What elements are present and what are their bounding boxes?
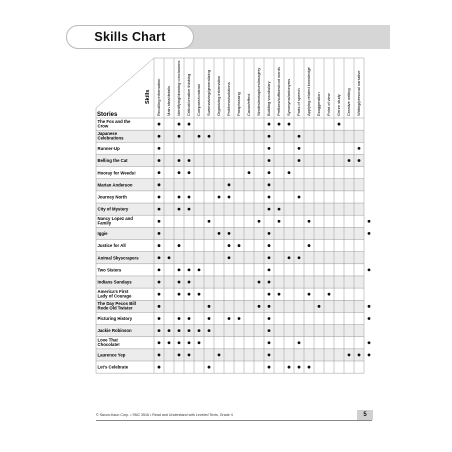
skill-dot: [298, 341, 301, 344]
skill-dot: [288, 256, 291, 259]
story-name: The Day Pecos Bill: [97, 301, 136, 307]
skill-dot: [368, 305, 371, 308]
skill-dot: [158, 232, 161, 235]
skill-dot: [268, 232, 271, 235]
skill-header-label: Problems/solutions: [226, 82, 232, 116]
skill-dot: [208, 305, 211, 308]
story-name: Belling the Cat: [97, 158, 128, 164]
skill-dot: [228, 232, 231, 235]
skill-dot: [188, 123, 191, 126]
skill-dot: [268, 159, 271, 162]
skill-dot: [238, 244, 241, 247]
skill-dot: [198, 135, 201, 138]
skill-dot: [158, 171, 161, 174]
story-name: Marian Anderson: [97, 182, 133, 188]
skill-dot: [208, 317, 211, 320]
skill-dot: [158, 159, 161, 162]
skill-dot: [188, 293, 191, 296]
skill-dot: [268, 329, 271, 332]
skill-header-label: Prefixes/suffixes/root words: [276, 67, 282, 116]
skill-dot: [298, 147, 301, 150]
skill-dot: [268, 244, 271, 247]
skill-dot: [358, 147, 361, 150]
skill-dot: [268, 135, 271, 138]
skill-dot: [368, 268, 371, 271]
skill-dot: [358, 354, 361, 357]
skill-dot: [268, 171, 271, 174]
skill-header-label: Summarizing/generalizing: [206, 69, 212, 116]
skill-dot: [268, 256, 271, 259]
skill-header-label: Compare/contrast: [196, 84, 202, 116]
skill-dot: [358, 159, 361, 162]
story-name: Hooray for Weeds!: [97, 170, 136, 176]
page-title: Skills Chart: [94, 30, 166, 44]
skill-dot: [368, 232, 371, 235]
story-name: Laurence Yep: [97, 352, 126, 358]
skill-dot: [318, 305, 321, 308]
story-name: The Fox and the: [97, 118, 131, 124]
story-name: Lady of Courage: [97, 293, 132, 299]
skills-header: Skills: [145, 89, 151, 104]
skill-dot: [188, 329, 191, 332]
skill-dot: [168, 341, 171, 344]
skill-dot: [158, 135, 161, 138]
skill-dot: [188, 196, 191, 199]
skill-header-label: Similes/metaphors/imagery: [256, 67, 262, 116]
skill-dot: [368, 220, 371, 223]
skill-dot: [338, 123, 341, 126]
skill-dot: [308, 220, 311, 223]
skill-dot: [268, 305, 271, 308]
skill-dot: [178, 208, 181, 211]
skill-header-label: Paraphrasing: [236, 92, 242, 116]
story-name: Japanese: [97, 130, 118, 136]
skill-dot: [178, 329, 181, 332]
skill-dot: [198, 293, 201, 296]
skill-dot: [158, 220, 161, 223]
skill-dot: [308, 366, 311, 369]
skill-header-label: Point of view: [326, 93, 332, 116]
skill-dot: [298, 256, 301, 259]
story-name: Iggie: [97, 231, 108, 237]
skill-dot: [268, 293, 271, 296]
skill-dot: [288, 366, 291, 369]
skill-dot: [168, 256, 171, 259]
skill-dot: [178, 171, 181, 174]
skill-dot: [248, 171, 251, 174]
skill-dot: [258, 305, 261, 308]
skill-dot: [168, 329, 171, 332]
skill-dot: [198, 341, 201, 344]
story-name: Rode Old Twister: [97, 305, 133, 311]
skill-header-label: Cause/effect: [246, 93, 252, 116]
skill-dot: [328, 293, 331, 296]
skill-dot: [178, 244, 181, 247]
skill-dot: [308, 244, 311, 247]
skill-dot: [258, 220, 261, 223]
skill-dot: [188, 171, 191, 174]
skill-dot: [188, 208, 191, 211]
skill-header-label: Synonyms/antonyms: [286, 78, 292, 116]
skill-dot: [158, 147, 161, 150]
skill-dot: [158, 256, 161, 259]
skill-dot: [188, 281, 191, 284]
skill-dot: [178, 268, 181, 271]
skill-dot: [158, 305, 161, 308]
skill-dot: [198, 329, 201, 332]
skill-dot: [268, 281, 271, 284]
skill-dot: [218, 196, 221, 199]
skill-dot: [298, 196, 301, 199]
skill-dot: [278, 293, 281, 296]
skill-dot: [268, 268, 271, 271]
skill-dot: [158, 123, 161, 126]
skill-dot: [268, 341, 271, 344]
skill-header-label: Critical/creative thinking: [186, 73, 192, 116]
skill-dot: [228, 256, 231, 259]
skill-dot: [268, 366, 271, 369]
story-name: America's First: [97, 288, 129, 294]
skill-dot: [178, 159, 181, 162]
skill-dot: [268, 123, 271, 126]
story-name: Journey North: [97, 194, 127, 200]
story-name: Chocolate!: [97, 342, 120, 348]
skill-dot: [298, 135, 301, 138]
skill-header-label: Organizing information: [216, 75, 222, 116]
skill-dot: [218, 232, 221, 235]
story-name: Picturing History: [97, 316, 133, 322]
skill-dot: [228, 196, 231, 199]
skill-dot: [298, 159, 301, 162]
skill-header-label: Writing/personal narrative: [356, 70, 362, 116]
story-name: Runner-Up: [97, 145, 120, 151]
skill-dot: [158, 196, 161, 199]
skill-dot: [268, 183, 271, 186]
skill-dot: [198, 268, 201, 271]
skill-header-label: Recalling information: [156, 78, 162, 116]
skill-dot: [178, 135, 181, 138]
skill-dot: [208, 220, 211, 223]
story-name: Celebrations: [97, 135, 124, 141]
skill-dot: [158, 354, 161, 357]
skill-dot: [288, 123, 291, 126]
skill-dot: [178, 196, 181, 199]
skill-dot: [288, 171, 291, 174]
skill-dot: [208, 329, 211, 332]
story-name: Justice for All: [97, 243, 126, 249]
skill-dot: [158, 208, 161, 211]
story-name: Let's Celebrate: [97, 364, 129, 370]
skill-dot: [158, 281, 161, 284]
story-name: Nancy Lopez and: [97, 216, 133, 221]
skill-dot: [158, 341, 161, 344]
skill-dot: [208, 135, 211, 138]
story-name: Love That: [97, 337, 118, 343]
story-name: Jackie Robinson: [97, 328, 132, 334]
skill-dot: [228, 244, 231, 247]
skill-dot: [178, 123, 181, 126]
skill-dot: [178, 317, 181, 320]
skill-dot: [368, 341, 371, 344]
skill-header-label: Identifying/drawing conclusions: [176, 60, 182, 116]
skill-dot: [158, 366, 161, 369]
skill-dot: [268, 317, 271, 320]
story-name: Animal Skyscrapers: [97, 255, 139, 261]
skill-dot: [348, 159, 351, 162]
skill-dot: [188, 354, 191, 357]
skill-dot: [298, 366, 301, 369]
skill-dot: [278, 220, 281, 223]
skill-dot: [178, 293, 181, 296]
skill-dot: [278, 123, 281, 126]
skill-header-label: Main idea/details: [166, 85, 172, 116]
skill-dot: [158, 293, 161, 296]
story-name: City of Mystery: [97, 206, 129, 212]
skill-dot: [158, 317, 161, 320]
skill-dot: [208, 366, 211, 369]
skill-dot: [268, 208, 271, 211]
skill-dot: [158, 183, 161, 186]
skill-dot: [228, 317, 231, 320]
skill-dot: [268, 196, 271, 199]
footer-rule: [96, 420, 372, 421]
skill-dot: [268, 354, 271, 357]
skill-dot: [228, 183, 231, 186]
skill-dot: [258, 281, 261, 284]
skill-dot: [238, 317, 241, 320]
skill-dot: [188, 341, 191, 344]
story-name: Indians Sundays: [97, 279, 132, 285]
skill-dot: [188, 268, 191, 271]
skill-header-label: Genre study: [336, 94, 342, 116]
story-name: Crow: [97, 123, 109, 129]
skill-dot: [188, 159, 191, 162]
skill-header-label: Building vocabulary: [266, 81, 272, 116]
skill-dot: [278, 208, 281, 211]
skill-dot: [158, 268, 161, 271]
skill-dot: [268, 147, 271, 150]
skill-dot: [308, 293, 311, 296]
skill-header-label: Creative writing: [346, 88, 352, 116]
footer-copyright: © Saxon-Kaun Corp. • SNC 3516 • Read and Understand with Leveled Texts, Grade 4: [96, 413, 233, 417]
story-name: Family: [97, 220, 112, 226]
skill-dot: [368, 354, 371, 357]
skill-header-label: Applying related knowledge: [306, 67, 312, 116]
skill-dot: [178, 341, 181, 344]
skill-header-label: Exaggeration: [316, 92, 322, 116]
skill-dot: [178, 354, 181, 357]
skill-dot: [188, 317, 191, 320]
page-number: 5: [357, 410, 373, 420]
skill-dot: [218, 354, 221, 357]
stories-header: Stories: [97, 112, 118, 118]
skill-header-label: Parts of speech: [296, 88, 302, 116]
skill-dot: [158, 244, 161, 247]
story-name: Two Sisters: [97, 267, 122, 273]
skill-dot: [178, 281, 181, 284]
skill-dot: [368, 317, 371, 320]
skill-dot: [158, 329, 161, 332]
skill-dot: [348, 354, 351, 357]
